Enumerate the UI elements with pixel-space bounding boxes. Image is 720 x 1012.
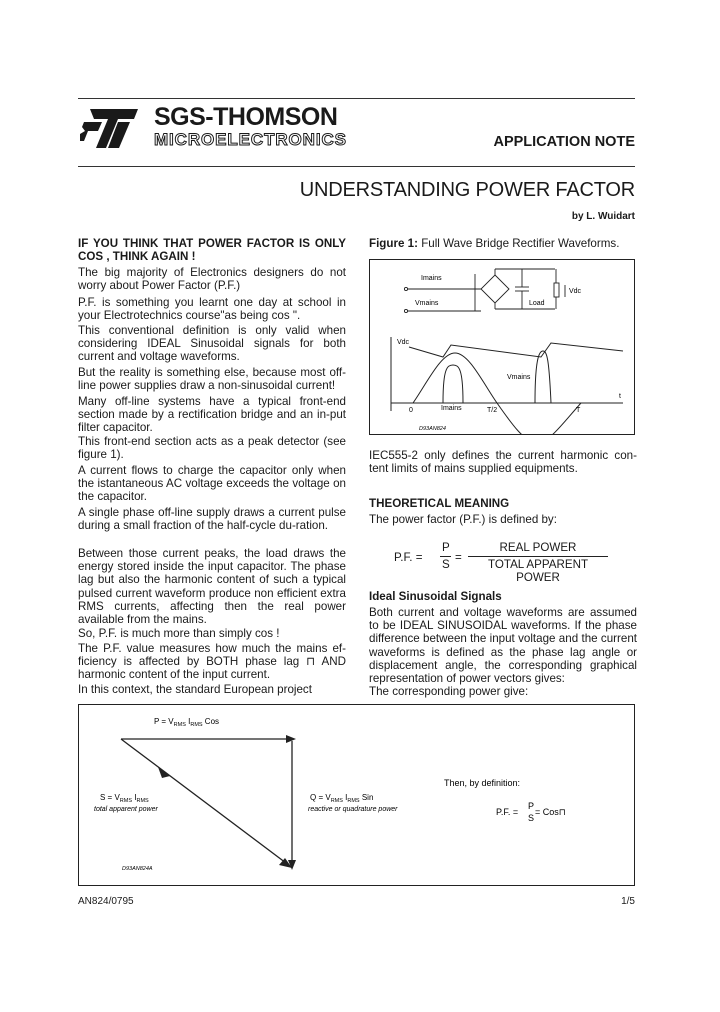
theory-paragraph: The power factor (P.F.) is defined by: (369, 513, 557, 526)
pf-formula (392, 540, 632, 584)
st-logo (78, 106, 140, 150)
formula-lhs: P.F. = (394, 551, 423, 564)
division-name: MICROELECTRONICS (154, 130, 347, 149)
vmains-wave-label: Vmains (507, 374, 531, 381)
waveforms (391, 337, 623, 435)
figure1-ref: D93AN824 (419, 426, 446, 432)
figure1-caption-text: Full Wave Bridge Rectifier Waveforms. (421, 237, 620, 250)
paragraph: So, P.F. is much more than simply cos ! (78, 627, 280, 640)
ideal-paragraph: Both current and voltage waveforms are assumed to be IDEAL SINUSOIDAL waveforms. If the phase difference between the input voltage and the current waveforms is defined as the phase lag angle or displacement angle, the corresponding graphical representation of power vectors gives: (369, 606, 637, 686)
p-label: $P = V_{RMS}$ $I_{RMS}$ Cos (154, 717, 220, 728)
time-zero-label: 0 (409, 407, 413, 414)
power-vector-diagram (78, 704, 635, 886)
paragraph: A current flows to charge the capacitor only when the istantaneous AC voltage exceeds the voltage on the capacitor. (78, 464, 346, 504)
formula-den: S (442, 558, 450, 571)
paragraph: The P.F. value measures how much the mains ef-ficiency is affected by BOTH phase lag ⊓ AND harmonic content of the input current. (78, 642, 346, 682)
imains-label: Imains (421, 275, 442, 282)
ideal-heading: Ideal Sinusoidal Signals (369, 590, 502, 603)
paragraph: The big majority of Electronics designers do not worry about Power Factor (P.F.) (78, 266, 346, 293)
title-rule (78, 166, 635, 167)
company-name: SGS-THOMSON (154, 103, 338, 131)
doc-code: AN824/0795 (78, 896, 134, 907)
figure1-caption (369, 237, 619, 250)
page-number: 1/5 (621, 896, 635, 907)
vdc-label: Vdc (569, 288, 582, 295)
iec-paragraph: IEC555-2 only defines the current harmonic con-tent limits of mains supplied equipments. (369, 449, 637, 476)
formula-bar2 (468, 556, 608, 557)
vdc-wave-label: Vdc (397, 339, 410, 346)
vmains-label: Vmains (415, 300, 439, 307)
paragraph: In this context, the standard European project (78, 683, 312, 696)
paragraph: Many off-line systems have a typical front-end section made by a rectification bridge and an in-put filter capacitor. (78, 395, 346, 435)
time-half-label: T/2 (487, 407, 498, 414)
pf-den: S (528, 813, 535, 823)
s-desc: total apparent power (94, 806, 158, 813)
figure1-label: Figure 1: (369, 237, 418, 250)
formula-den2: TOTAL APPARENT POWER (487, 558, 589, 584)
power-give-text: The corresponding power give: (369, 685, 529, 698)
section-heading: IF YOU THINK THAT POWER FACTOR IS ONLY COS , THINK AGAIN ! (78, 237, 346, 264)
doc-type: APPLICATION NOTE (493, 134, 635, 150)
q-desc: reactive or quadrature power (308, 806, 398, 813)
definition-text: Then, by definition: (444, 778, 521, 788)
formula-num2: REAL POWER (499, 541, 577, 554)
paragraph: A single phase off-line supply draws a current pulse during a small fraction of the half-cycle du-ration. (78, 506, 346, 533)
formula-eq: = (455, 551, 462, 564)
s-mid-arrow (158, 767, 170, 778)
theory-heading: THEORETICAL MEANING (369, 497, 510, 510)
formula-num: P (442, 541, 450, 554)
p-arrowhead (286, 735, 296, 743)
imains-wave-label: Imains (441, 405, 462, 412)
paragraph: This front-end section acts as a peak detector (see figure 1). (78, 435, 346, 462)
paragraph: Between those current peaks, the load draws the energy stored inside the input capacitor. The phase lag but also the harmonic content of such a typical pulsed current waveform produce non efficient extra RMS currents, affecting then the real power available from the mains. (78, 547, 346, 627)
formula-bar (440, 556, 451, 557)
page-title: UNDERSTANDING POWER FACTOR (299, 179, 635, 201)
header-top-rule (78, 98, 635, 99)
paragraph: P.F. is something you learnt one day at school in your Electrotechnics course"as being cos ". (78, 296, 346, 323)
time-full-label: T (576, 407, 581, 414)
s-label: $S = V_{RMS}$ $I_{RMS}$ (100, 793, 149, 804)
pf-num: P (528, 801, 535, 811)
paragraph: But the reality is something else, because most off-line power supplies draw a non-sinusoidal current! (78, 366, 346, 393)
author: by L. Wuidart (571, 211, 635, 222)
st-logo-icon (78, 106, 140, 150)
time-axis-label: t (619, 393, 621, 400)
paragraph: This conventional definition is only valid when considering IDEAL Sinusoidal signals for both current and voltage waveforms. (78, 324, 346, 364)
figure1-diagram (369, 259, 635, 435)
q-label: $Q = V_{RMS}$ $I_{RMS}$ Sin (310, 793, 374, 804)
figure2-ref: D93AN824A (122, 866, 153, 872)
load-label: Load (529, 300, 545, 307)
pf-rhs: = Cos⊓ (535, 807, 566, 817)
pf-lhs: P.F. = (496, 807, 519, 817)
